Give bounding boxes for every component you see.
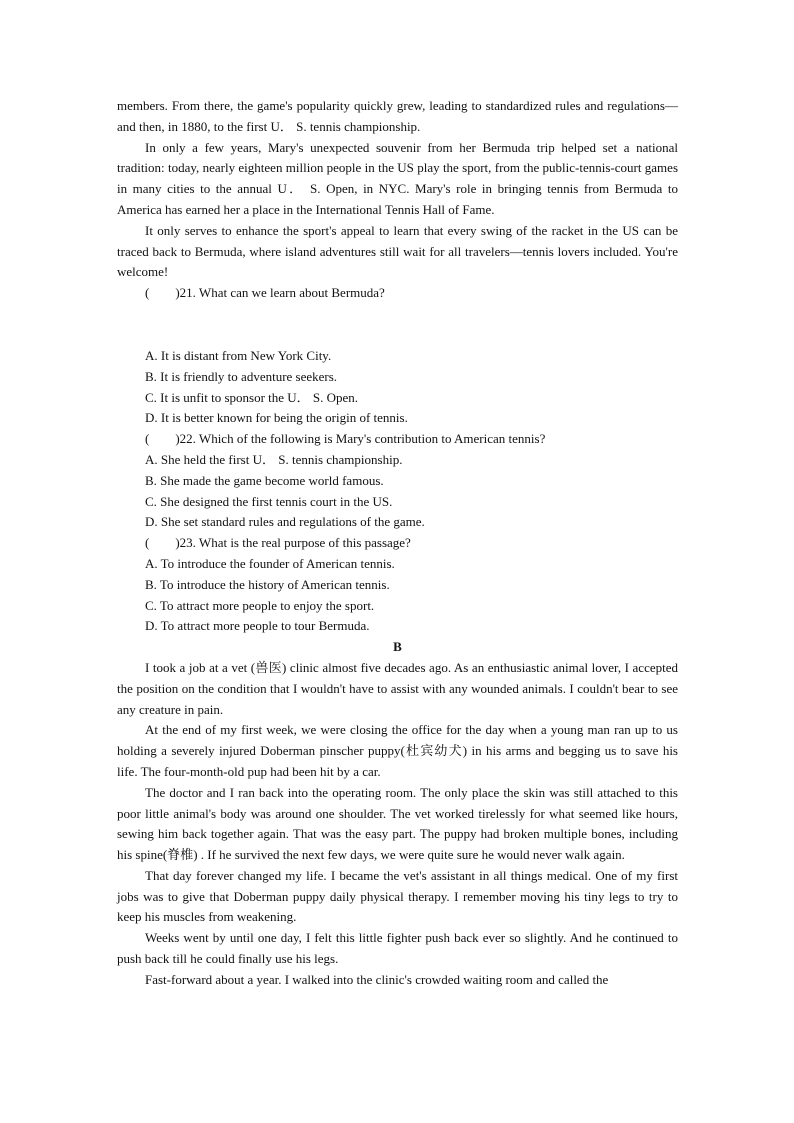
- passage-b-paragraph-3: The doctor and I ran back into the operating room. The only place the skin was still attached to this poor little animal's body was around one shoulder. The vet worked tirelessly for what seemed like hours, sewing him back together again. That was the easy part. The puppy had broken multiple bones, including his spine(脊椎) . If he survived the next few days, we were quite sure he would never walk again.: [117, 784, 678, 863]
- question-21-option-a: A. It is distant from New York City.: [145, 347, 332, 363]
- passage-b-paragraph-1: I took a job at a vet (兽医) clinic almost five decades ago. As an enthusiastic animal lover, I accepted the position on the condition that I wouldn't have to assist with any wounded animals. I couldn't bear to see any creature in pain.: [117, 659, 678, 717]
- passage-b-paragraph-4: That day forever changed my life. I became the vet's assistant in all things medical. One of my first jobs was to give that Doberman puppy daily physical therapy. I remember moving his tiny legs to try to keep his muscles from weakening.: [117, 867, 678, 925]
- passage-a-paragraph-3: It only serves to enhance the sport's appeal to learn that every swing of the racket in the US can be traced back to Bermuda, where island adventures still wait for all travelers—tennis lovers included. You're welcome!: [117, 222, 678, 280]
- passage-a-paragraph-2: In only a few years, Mary's unexpected souvenir from her Bermuda trip helped set a national tradition: today, nearly eighteen million people in the US play the sport, from the public‐tennis‐court games in many cities to the annual U． S. Open, in NYC. Mary's role in bringing tennis from Bermuda to America has earned her a place in the International Tennis Hall of Fame.: [117, 139, 678, 217]
- passage-a-paragraph-1: members. From there, the game's popularity quickly grew, leading to standardized rules and regulations—and then, in 1880, to the first U． S. tennis championship.: [117, 98, 678, 134]
- question-23-option-d: D. To attract more people to tour Bermuda.: [145, 618, 370, 634]
- passage-b-paragraph-6: Fast‐forward about a year. I walked into the clinic's crowded waiting room and called the: [145, 971, 609, 987]
- question-23-option-a: A. To introduce the founder of American tennis.: [145, 555, 395, 571]
- passage-b-paragraph-5: Weeks went by until one day, I felt this little fighter push back ever so slightly. And he continued to push back till he could finally use his legs.: [117, 930, 678, 967]
- question-21-stem: ( )21. What can we learn about Bermuda?: [145, 285, 385, 301]
- question-22-option-a: A. She held the first U． S. tennis championship.: [145, 451, 403, 467]
- question-23-option-c: C. To attract more people to enjoy the sport.: [145, 597, 375, 613]
- question-22-option-d: D. She set standard rules and regulations of the game.: [145, 514, 425, 530]
- document-page: [117, 96, 678, 991]
- question-22-option-b: B. She made the game become world famous.: [145, 472, 384, 488]
- answer-gap: [117, 304, 678, 346]
- question-22-option-c: C. She designed the first tennis court in the US.: [145, 493, 393, 509]
- question-23-option-b: B. To introduce the history of American tennis.: [145, 576, 390, 592]
- question-23-stem: ( )23. What is the real purpose of this passage?: [145, 535, 411, 551]
- question-21-option-c: C. It is unfit to sponsor the U． S. Open.: [145, 389, 359, 405]
- question-22-stem: ( )22. Which of the following is Mary's contribution to American tennis?: [145, 431, 546, 447]
- passage-b-paragraph-2: At the end of my first week, we were closing the office for the day when a young man ran up to us holding a severely injured Doberman pinscher puppy(杜宾幼犬) in his arms and begging us to save his life. The four‐month‐old pup had been hit by a car.: [117, 722, 678, 779]
- question-21-option-d: D. It is better known for being the origin of tennis.: [145, 410, 408, 426]
- question-21-option-b: B. It is friendly to adventure seekers.: [145, 368, 338, 384]
- section-b-heading: B: [393, 639, 402, 655]
